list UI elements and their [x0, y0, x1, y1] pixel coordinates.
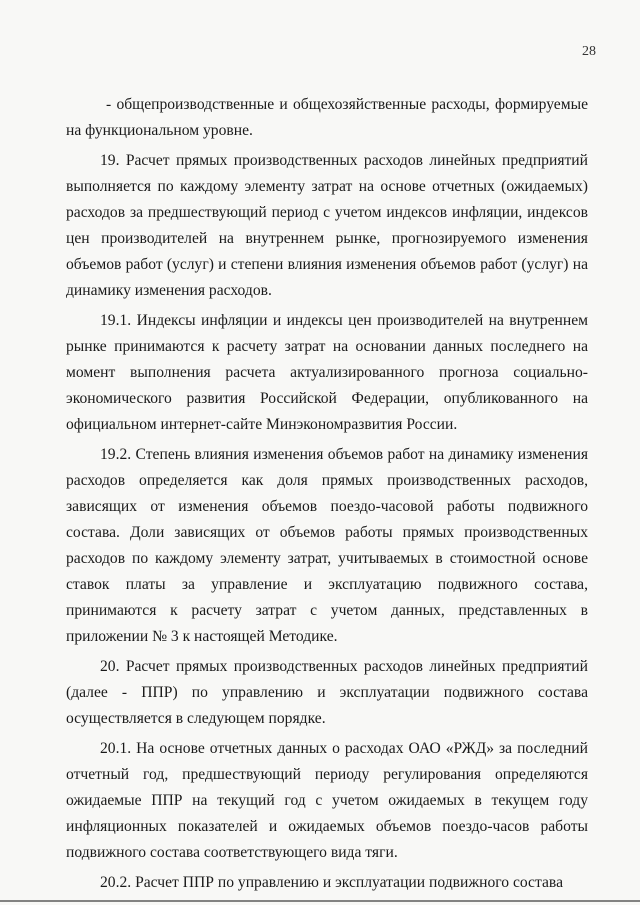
- paragraph-20-2: 20.2. Расчет ППР по управлению и эксплуатации подвижного состава: [100, 874, 563, 891]
- paragraph-20: 20. Расчет прямых производственных расходов линейных предприятий (далее - ППР) по управлению и эксплуатации подвижного состава осуществляется в следующем порядке.: [66, 658, 588, 727]
- page-number: 28: [582, 44, 596, 59]
- paragraph-19-1: 19.1. Индексы инфляции и индексы цен производителей на внутреннем рынке принимаются к расчету затрат на основании данных последнего на момент выполнения расчета актуализированного прогноза социально-экономического развития Российской Федерации, опубликованного на официальном интернет-сайте Минэкономразвития России.: [66, 312, 588, 433]
- paragraph-20-1: 20.1. На основе отчетных данных о расходах ОАО «РЖД» за последний отчетный год, предшествующий периоду регулирования определяются ожидаемые ППР на текущий год с учетом ожидаемых в текущем году инфляционных показателей и ожидаемых объемов поездо-часов работы подвижного состава соответствующего вида тяги.: [66, 740, 588, 861]
- paragraph-overhead-costs: - общепроизводственные и общехозяйственные расходы, формируемые на функциональном уровне.: [66, 96, 588, 139]
- page-bottom-edge: [0, 900, 640, 902]
- document-body: [66, 92, 588, 900]
- paragraph-19: 19. Расчет прямых производственных расходов линейных предприятий выполняется по каждому элементу затрат на основе отчетных (ожидаемых) расходов за предшествующий период с учетом индексов инфляции, индексов цен производителей на внутреннем рынке, прогнозируемого изменения объемов работ (услуг) и степени влияния изменения объемов работ (услуг) на динамику изменения расходов.: [66, 152, 588, 299]
- paragraph-19-2: 19.2. Степень влияния изменения объемов работ на динамику изменения расходов определяется как доля прямых производственных расходов, зависящих от изменения объемов поездо-часовой работы подвижного состава. Доли зависящих от объемов работы прямых производственных расходов по каждому элементу затрат, учитываемых в стоимостной основе ставок платы за управление и эксплуатацию подвижного состава, принимаются к расчету затрат с учетом данных, представленных в приложении № 3 к настоящей Методике.: [66, 446, 588, 645]
